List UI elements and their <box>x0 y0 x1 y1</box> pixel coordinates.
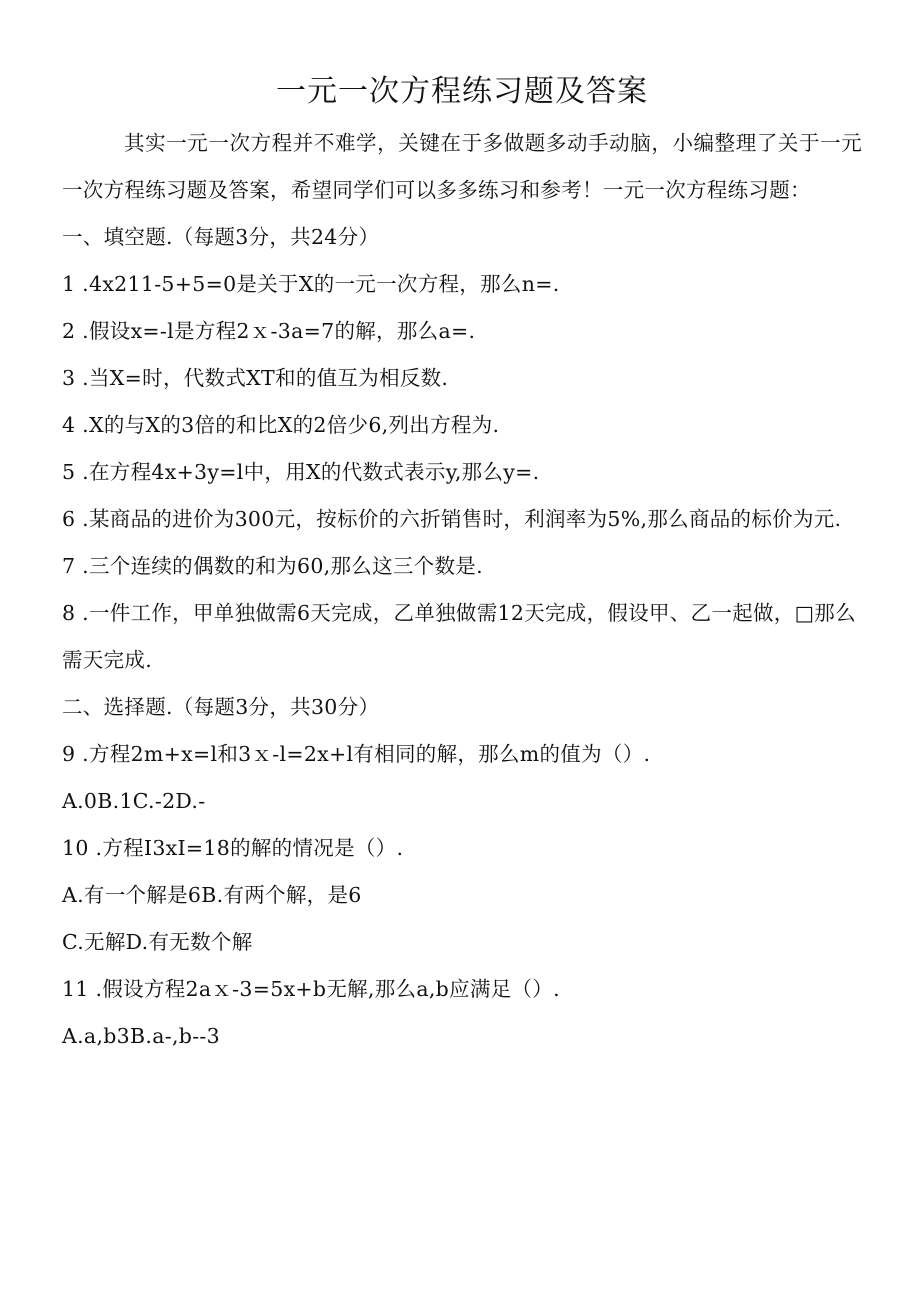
question-6: 6 .某商品的进价为300元，按标价的六折销售时，利润率为5%,那么商品的标价为元. <box>62 507 842 531</box>
question-4: 4 .X的与X的3倍的和比X的2倍少6,列出方程为. <box>62 413 500 437</box>
section-heading-multiple-choice: 二、选择题.（每题3分，共30分） <box>62 695 380 719</box>
document-title: 一元一次方程练习题及答案 <box>276 74 648 109</box>
question-2: 2 .假设x=-l是方程2ｘ-3a=7的解，那么a=. <box>62 319 476 343</box>
question-10-options-1: A.有一个解是6B.有两个解，是6 <box>62 883 362 907</box>
document-page <box>62 70 862 1060</box>
question-10-options-2: C.无解D.有无数个解 <box>62 930 253 954</box>
question-1: 1 .4x211-5+5=0是关于X的一元一次方程，那么n=. <box>62 272 560 296</box>
question-11-options: A.a,b3B.a-,b--3 <box>62 1024 220 1048</box>
question-9: 9 .方程2m+x=l和3ｘ-l=2x+l有相同的解，那么m的值为（）. <box>62 742 651 766</box>
intro-paragraph: 其实一元一次方程并不难学，关键在于多做题多动手动脑，小编整理了关于一元一次方程练习题及答案，希望同学们可以多多练习和参考！一元一次方程练习题： <box>62 131 862 202</box>
question-3: 3 .当X=时，代数式XT和的值互为相反数. <box>62 366 449 390</box>
question-8: 8 .一件工作，甲单独做需6天完成，乙单独做需12天完成，假设甲、乙一起做，□那么需天完成. <box>62 601 856 672</box>
question-5: 5 .在方程4x+3y=l中，用X的代数式表示y,那么y=. <box>62 460 540 484</box>
section-heading-fill-blank: 一、填空题.（每题3分，共24分） <box>62 225 380 249</box>
question-10: 10 .方程I3xI=18的解的情况是（）. <box>62 836 404 860</box>
question-9-options: A.0B.1C.-2D.- <box>62 789 206 813</box>
question-7: 7 .三个连续的偶数的和为60,那么这三个数是. <box>62 554 483 578</box>
question-11: 11 .假设方程2aｘ-3=5x+b无解,那么a,b应满足（）. <box>62 977 560 1001</box>
